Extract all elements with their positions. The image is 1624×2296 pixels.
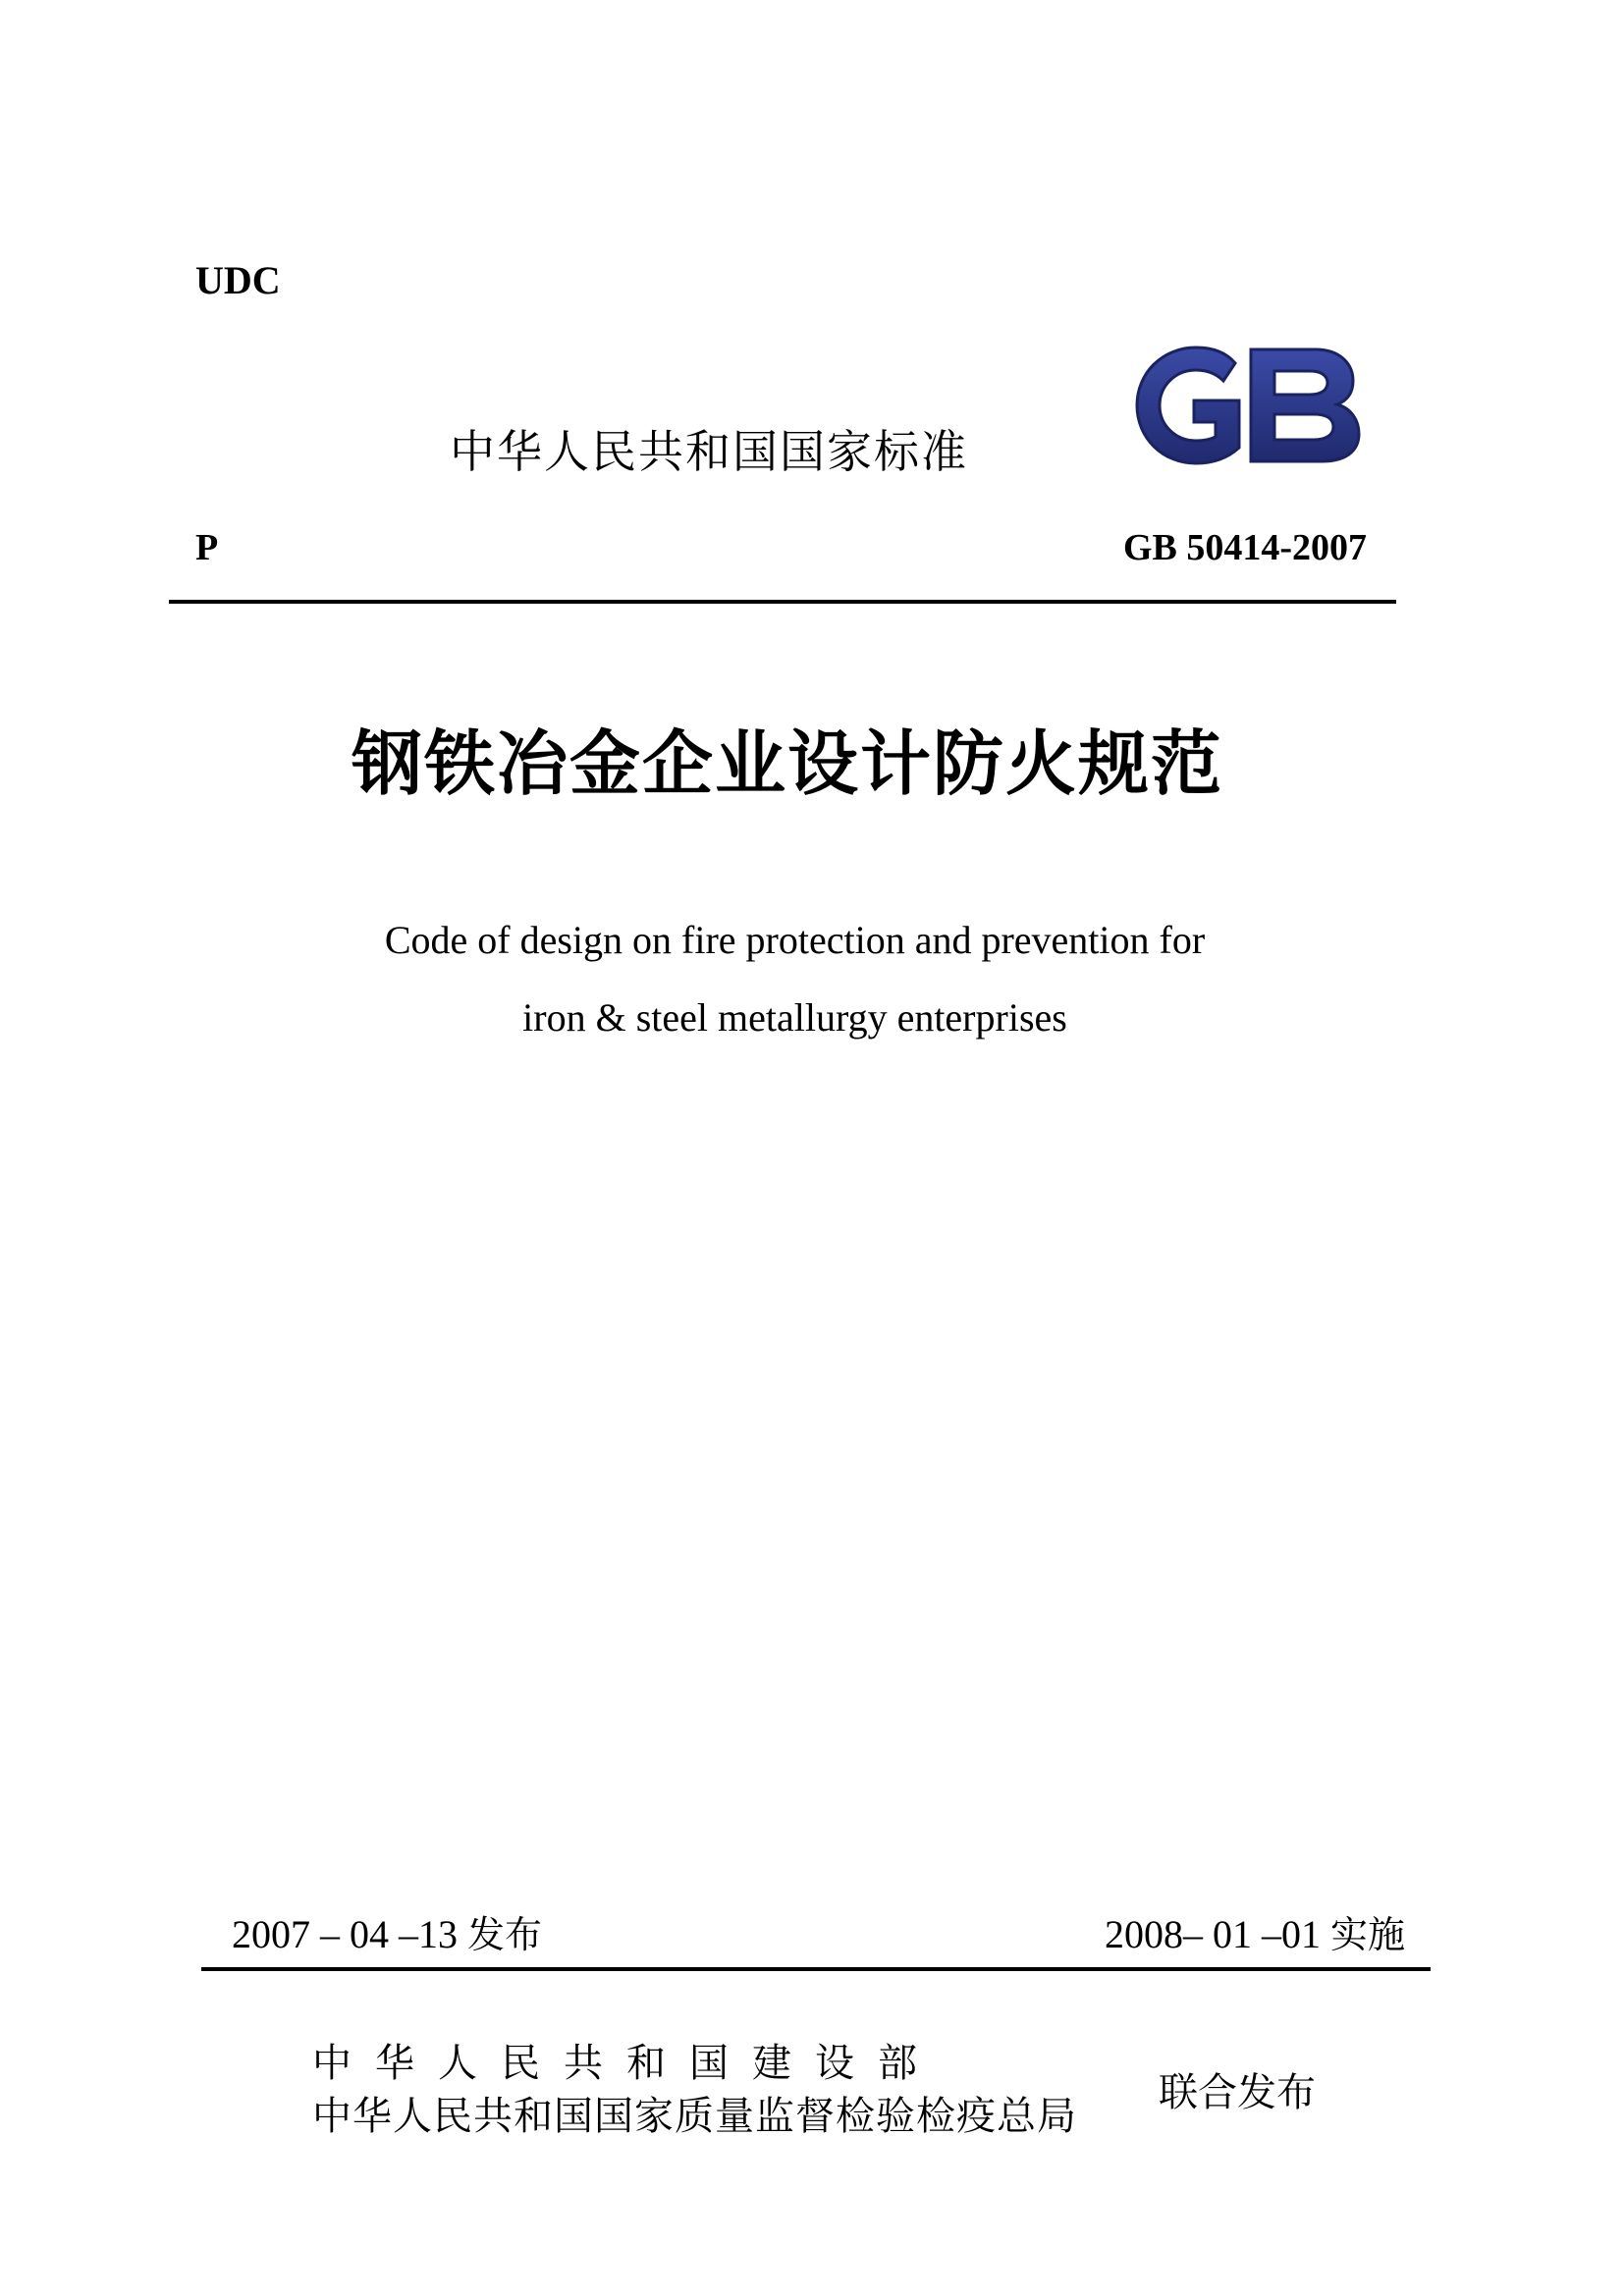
gb-logo <box>1129 342 1365 469</box>
implement-date-block <box>1105 1904 1405 1958</box>
gb-logo-icon <box>1129 342 1365 469</box>
title-chinese: 钢铁冶金企业设计防火规范 <box>351 722 1223 805</box>
issuer-ministry: 中华人民共和国建设部 <box>312 2041 941 2086</box>
implement-label: 实施 <box>1329 1913 1405 1956</box>
udc-label: UDC <box>195 258 281 302</box>
issue-date-block <box>232 1904 542 1958</box>
implement-date: 2008– 01 –01 <box>1104 1912 1321 1956</box>
issuer-aqsiq: 中华人民共和国国家质量监督检验检疫总局 <box>312 2094 1077 2139</box>
standard-number: GB 50414-2007 <box>1122 527 1367 568</box>
title-english-line-2: iron & steel metallurgy enterprises <box>522 995 1067 1040</box>
classification-code: P <box>195 527 219 568</box>
national-standard-label: 中华人民共和国国家标准 <box>450 425 968 478</box>
header-divider <box>169 600 1396 604</box>
footer-divider <box>201 1967 1431 1971</box>
issue-label: 发布 <box>467 1913 543 1956</box>
joint-issue-label: 联合发布 <box>1159 2070 1316 2115</box>
issue-date: 2007 – 04 –13 <box>232 1912 458 1956</box>
title-english-line-1: Code of design on fire protection and prevention for <box>384 918 1206 962</box>
